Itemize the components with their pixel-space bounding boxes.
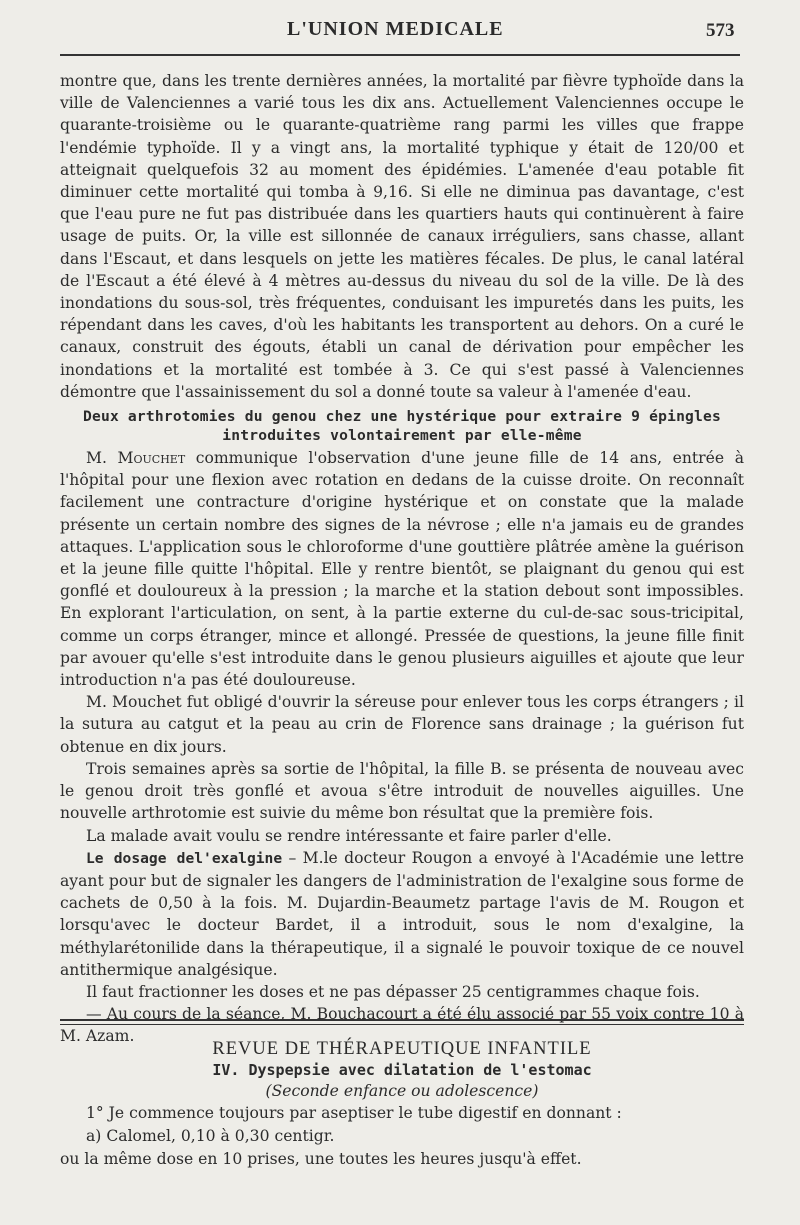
revue-section	[60, 1038, 744, 1171]
revue-note: (Seconde enfance ou adolescence)	[265, 1082, 539, 1100]
revue-title: REVUE DE THÉRAPEUTIQUE INFANTILE	[212, 1039, 592, 1059]
mouchet-paragraph-text: communique l'observation d'une jeune fille de 14 ans, entrée à l'hôpital pour une flexion avec rotation en dedans de la cuisse droite. On reconnaît facilement une contracture d'origine hystérique et on constate que la malade présente un certain nombre des signes de la névrose ; elle n'a jamais eu de grandes attaques. L'application sous le chloroforme d'une gouttière plâtrée amène la guérison et la jeune fille quitte l'hôpital. Elle y rentre bientôt, se plaignant du genou qui est gonflé et douloureux à la pression ; la marche et la station debout sont impossibles. En explorant l'articulation, on sent, à la partie externe du cul-de-sac sous-tricipital, comme un corps étranger, mince et allongé. Pressée de questions, la jeune fille finit par avouer qu'elle s'est introduite dans le genou plusieurs aiguilles et ajoute que leur introduction n'a pas été douloureuse.	[60, 449, 744, 690]
page-header	[0, 18, 800, 48]
header-rule	[60, 54, 740, 56]
relapse-paragraph: Trois semaines après sa sortie de l'hôpital, la fille B. se présenta de nouveau avec le genou droit très gonflé et avoua s'être introduit de nouvelles aiguilles. Une nouvelle arthrotomie est suivie du même bon résultat que la première fois.	[60, 759, 744, 823]
author-initial: M.	[86, 449, 118, 468]
revue-dose: ou la même dose en 10 prises, une toutes les heures jusqu'à effet.	[60, 1150, 582, 1168]
mouchet-paragraph	[60, 447, 744, 691]
suture-paragraph: M. Mouchet fut obligé d'ouvrir la séreuse pour enlever tous les corps étrangers ; il la sutura au catgut et la peau au crin de Florence sans drainage ; la guérison fut obtenue en dix jours.	[60, 693, 744, 756]
exalgine-paragraph	[60, 847, 744, 981]
revue-subtitle: IV. Dyspepsie avec dilatation de l'estomac	[212, 1061, 592, 1079]
running-title: L'UNION MEDICALE	[287, 18, 504, 40]
revue-step-1: 1° Je commence toujours par aseptiser le tube digestif en donnant :	[86, 1104, 622, 1122]
valenciennes-paragraph: montre que, dans les trente dernières années, la mortalité par fièvre typhoïde dans la ville de Valenciennes a varié tous les dix ans. Actuellement Valenciennes occupe le quarante-troisième ou le quarante-quatrième rang parmi les villes que frappe l'endémie typhoïde. Il y a vingt ans, la mortalité typhique y était de 120/00 et atteignait quelquefois 32 au moment des épidémies. L'amenée d'eau potable fit diminuer cette mortalité qui tomba à 9,16. Si elle ne diminua pas davantage, c'est que l'eau pure ne fut pas distribuée dans les quartiers hauts qui continuèrent à faire usage de puits. Or, la ville est sillonnée de canaux irréguliers, sans chasse, allant dans l'Escaut, et dans lesquels on jette les matières fécales. De plus, le canal latéral de l'Escaut a été élevé à 4 mètres au-dessus du niveau du sol de la ville. De là des inondations du sous-sol, très fréquentes, conduisant les impuretés dans les puits, les répendant dans les caves, d'où les habitants les transportent au dehors. On a curé le canaux, construit des égouts, établi un canal de dérivation pour empêcher les inondations et la mortalité est tombée à 3. Ce qui s'est passé à Valenciennes démontre que l'assainissement du sol a donné toute sa valeur à l'amenée d'eau.	[60, 72, 744, 401]
dose-paragraph: Il faut fractionner les doses et ne pas dépasser 25 centigrammes chaque fois.	[86, 982, 700, 1001]
exalgine-title: Le dosage del'exalgine	[86, 849, 283, 867]
revue-calomel: a) Calomel, 0,10 à 0,30 centigr.	[86, 1127, 335, 1145]
election-paragraph: — Au cours de la séance, M. Bouchacourt a été élu associé par 55 voix contre 10 à M. Azam.	[60, 1005, 744, 1046]
exalgine-text: – M.le docteur Rougon a envoyé à l'Académie une lettre ayant pour but de signaler les dangers de l'administration de l'exalgine sous forme de cachets de 0,50 à la fois. M. Dujardin-Beaumetz partage l'avis de M. Rougon et lorsqu'avec le docteur Bardet, il a introduit, sous le nom d'exalgine, la méthylarétonilide dans la thérapeutique, il a signalé le pouvoir toxique de ce nouvel antithermique analgésique.	[60, 848, 745, 979]
arthrotomy-title: Deux arthrotomies du genou chez une hystérique pour extraire 9 épingles introduites volontairement par elle-même	[82, 408, 722, 445]
conclusion-paragraph: La malade avait voulu se rendre intéressante et faire parler d'elle.	[86, 826, 612, 845]
page-number: 573	[706, 20, 735, 41]
main-text	[60, 70, 744, 1048]
section-divider	[60, 1019, 744, 1025]
author-name: Mouchet	[117, 449, 186, 468]
